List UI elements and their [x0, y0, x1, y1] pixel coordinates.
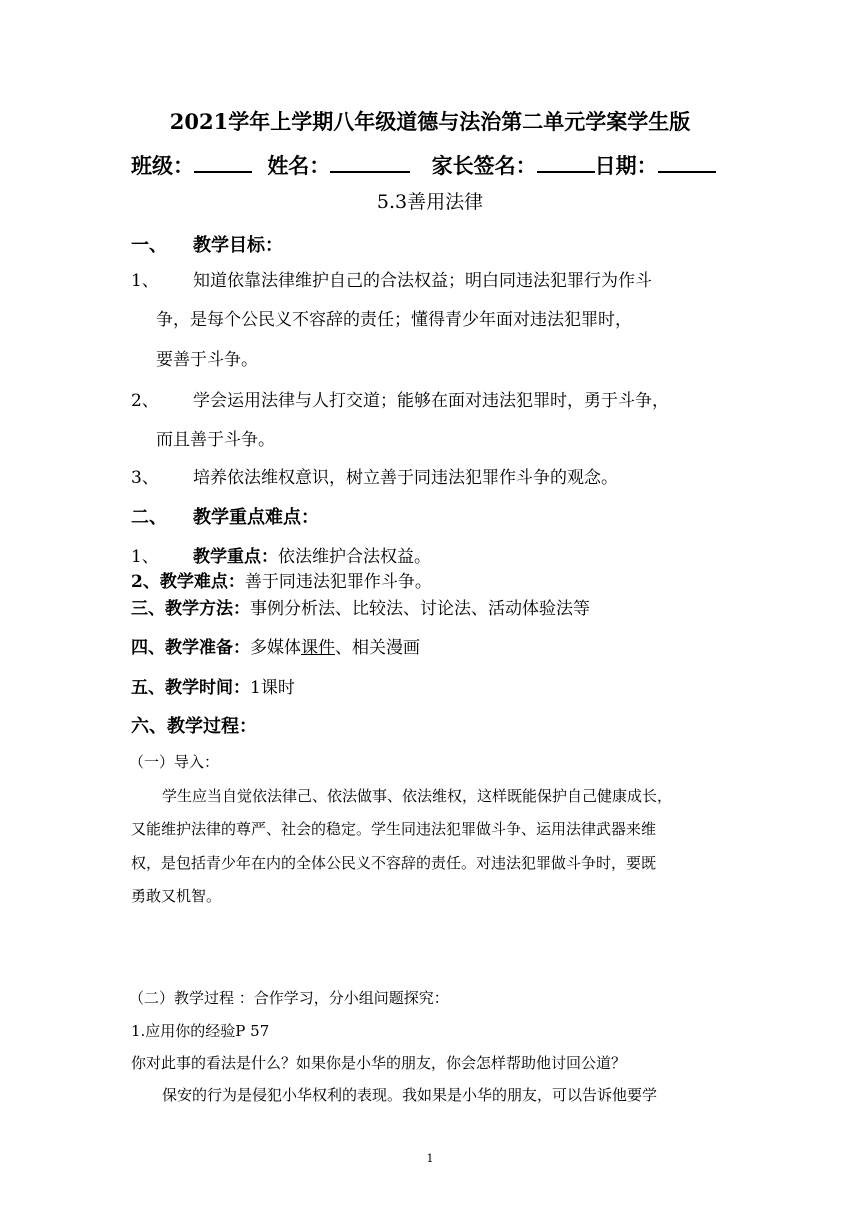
objective-3: 3、 培养依法维权意识，树立善于同违法犯罪作斗争的观念。: [131, 468, 618, 488]
process-label: （二）教学过程 ：合作学习，分小组问题探究：: [129, 989, 449, 1007]
process-question-1: 你对此事的看法是什么？如果你是小华的朋友，你会怎样帮助他讨回公道？: [131, 1054, 627, 1072]
teaching-preparation: 四、教学准备：多媒体课件、相关漫画: [131, 638, 420, 658]
name-label: 姓名：: [267, 153, 331, 178]
date-label: 日期：: [594, 153, 658, 178]
student-info-line: [131, 150, 716, 180]
document-title: 2021学年上学期八年级道德与法治第二单元学案学生版: [169, 109, 691, 134]
process-answer-1: 保安的行为是侵犯小华权利的表现。我如果是小华的朋友，可以告诉他要学: [162, 1086, 658, 1104]
section-2-heading: 二、 教学重点难点：: [131, 507, 319, 528]
teaching-time: 五、教学时间：1课时: [131, 678, 295, 698]
objective-1-cont: 争，是每个公民义不容辞的责任；懂得青少年面对违法犯罪时，: [156, 310, 632, 330]
intro-paragraph-line-3: 权，是包括青少年在内的全体公民义不容辞的责任。对违法犯罪做斗争时，要既: [131, 854, 657, 872]
name-blank: [330, 151, 410, 173]
intro-paragraph-line-1: 学生应当自觉依法律己、依法做事、依法维权，这样既能保护自己健康成长，: [162, 787, 673, 805]
teaching-difficulty: 2、教学难点：善于同违法犯罪作斗争。: [131, 572, 432, 592]
parent-signature-blank: [537, 151, 595, 173]
class-label: 班级：: [131, 153, 194, 178]
courseware-link[interactable]: 课件: [301, 638, 335, 658]
objective-2-cont: 而且善于斗争。: [156, 430, 275, 450]
teaching-key-point: 1、 教学重点：依法维护合法权益。: [131, 547, 431, 567]
objective-1-cont2: 要善于斗争。: [156, 350, 258, 370]
intro-paragraph-line-2: 又能维护法律的尊严、社会的稳定。学生同违法犯罪做斗争、运用法律武器来维: [131, 820, 657, 838]
intro-paragraph-line-4: 勇敢又机智。: [131, 887, 222, 905]
objective-2: 2、 学会运用法律与人打交道；能够在面对违法犯罪时，勇于斗争，: [131, 391, 669, 411]
page-number: 1: [426, 1152, 434, 1165]
section-1-heading: 一、 教学目标：: [131, 235, 283, 256]
parent-signature-label: 家长签名：: [431, 153, 537, 178]
intro-label: （一）导入：: [129, 753, 220, 771]
date-blank: [658, 151, 716, 173]
process-item-1: 1.应用你的经验P 57: [131, 1022, 270, 1040]
lesson-title: 5.3善用法律: [376, 191, 484, 213]
teaching-methods: 三、教学方法：事例分析法、比较法、讨论法、活动体验法等: [131, 599, 590, 619]
objective-1: 1、 知道依靠法律维护自己的合法权益；明白同违法犯罪行为作斗: [131, 271, 652, 291]
class-blank: [194, 151, 252, 173]
teaching-process-heading: 六、教学过程：: [131, 716, 257, 737]
